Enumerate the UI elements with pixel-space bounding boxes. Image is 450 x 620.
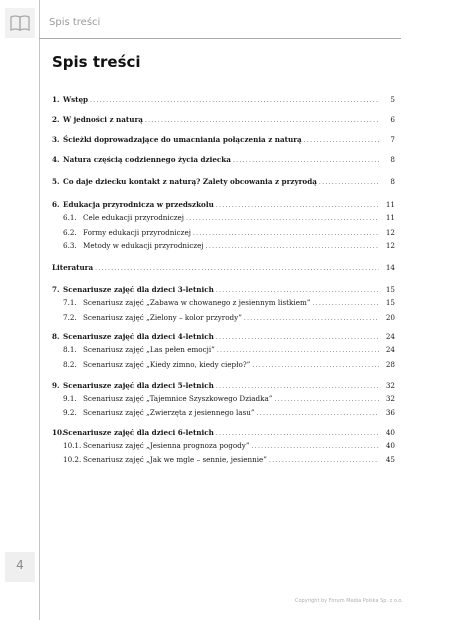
toc-dot-leader xyxy=(252,359,379,370)
toc-entry-number: 9.2. xyxy=(63,408,77,417)
toc-entry xyxy=(52,454,395,465)
toc-entry-title: Scenariusz zajęć „Jesienna prognoza pogody” xyxy=(83,441,250,450)
toc-entry-title: Edukacja przyrodnicza w przedszkolu xyxy=(63,200,214,209)
toc-entry xyxy=(52,427,395,438)
left-margin-rule xyxy=(39,0,40,620)
toc-entry-page: 6 xyxy=(390,115,395,124)
toc-entry xyxy=(52,176,395,187)
toc-entry-title: Scenariusze zajęć dla dzieci 5-letnich xyxy=(63,381,214,390)
toc-entry-title: Scenariusz zajęć „Zielony – kolor przyrody” xyxy=(83,313,242,322)
toc-entry xyxy=(52,344,395,355)
toc-entry-title: Scenariusze zajęć dla dzieci 3-letnich xyxy=(63,285,214,294)
toc-entry-number: 8. xyxy=(52,332,60,341)
toc-entry-number: 7.2. xyxy=(63,313,77,322)
toc-entry-number: 10.1. xyxy=(63,441,82,450)
toc-entry-title: Literatura xyxy=(52,263,94,272)
toc-entry xyxy=(52,262,395,273)
toc-entry-number: 6.3. xyxy=(63,241,77,250)
toc-entry-number: 7. xyxy=(52,285,60,294)
toc-entry xyxy=(52,154,395,165)
toc-entry-page: 28 xyxy=(385,360,395,369)
toc-dot-leader xyxy=(233,154,379,165)
toc-entry xyxy=(52,284,395,295)
toc-entry xyxy=(52,407,395,418)
toc-entry xyxy=(52,114,395,125)
toc-entry-title: Scenariusze zajęć dla dzieci 6-letnich xyxy=(63,428,214,437)
toc-entry-number: 2. xyxy=(52,115,60,124)
toc-entry-page: 5 xyxy=(390,95,395,104)
toc-entry-title: Scenariusz zajęć „Zabawa w chowanego z jesiennym listkiem” xyxy=(83,298,311,307)
toc-dot-leader xyxy=(186,212,379,223)
toc-dot-leader xyxy=(312,297,379,308)
toc-entry-page: 8 xyxy=(390,177,395,186)
toc-dot-leader xyxy=(216,284,379,295)
toc-dot-leader xyxy=(206,240,379,251)
toc-entry-page: 15 xyxy=(385,298,395,307)
toc-entry-number: 4. xyxy=(52,155,60,164)
toc-entry-title: Scenariusz zajęć „Tajemnice Szyszkowego Dziadka” xyxy=(83,394,273,403)
toc-entry-title: Co daje dziecku kontakt z naturą? Zalety obcowania z przyrodą xyxy=(63,177,317,186)
toc-entry xyxy=(52,440,395,451)
toc-entry-title: Scenariusze zajęć dla dzieci 4-letnich xyxy=(63,332,214,341)
toc-entry-number: 3. xyxy=(52,135,60,144)
toc-entry-page: 45 xyxy=(385,455,395,464)
toc-entry-title: Natura częścią codziennego życia dziecka xyxy=(63,155,231,164)
toc-entry xyxy=(52,331,395,342)
toc-dot-leader xyxy=(252,440,379,451)
toc-entry-number: 6.2. xyxy=(63,228,77,237)
toc-entry-page: 36 xyxy=(385,408,395,417)
toc-entry xyxy=(52,312,395,323)
toc-dot-leader xyxy=(216,427,379,438)
toc-entry xyxy=(52,199,395,210)
toc-entry xyxy=(52,297,395,308)
toc-dot-leader xyxy=(95,262,379,273)
toc-dot-leader xyxy=(216,380,379,391)
running-head: Spis treści xyxy=(49,17,101,28)
toc-entry-page: 11 xyxy=(385,200,395,209)
toc-entry-number: 10.2. xyxy=(63,455,82,464)
header-rule xyxy=(39,38,401,39)
toc-entry-page: 24 xyxy=(385,345,395,354)
toc-dot-leader xyxy=(193,227,379,238)
toc-entry-number: 6.1. xyxy=(63,213,77,222)
toc-entry-number: 8.2. xyxy=(63,360,77,369)
toc-entry-page: 12 xyxy=(385,241,395,250)
toc-entry-number: 5. xyxy=(52,177,60,186)
toc-entry xyxy=(52,393,395,404)
copyright-notice: Copyright by Forum Media Polska Sp. z o.o. xyxy=(294,598,403,604)
toc-entry-title: Scenariusz zajęć „Zwierzęta z jesiennego lasu” xyxy=(83,408,255,417)
toc-entry-page: 14 xyxy=(385,263,395,272)
toc-entry-title: Cele edukacji przyrodniczej xyxy=(83,213,185,222)
toc-dot-leader xyxy=(269,454,379,465)
toc-entry-title: Scenariusz zajęć „Jak we mgle – sennie, jesiennie” xyxy=(83,455,267,464)
toc-dot-leader xyxy=(216,331,379,342)
toc-entry xyxy=(52,134,395,145)
toc-entry-page: 7 xyxy=(390,135,395,144)
toc-entry-page: 32 xyxy=(385,394,395,403)
toc-entry-page: 32 xyxy=(385,381,395,390)
toc-entry-number: 6. xyxy=(52,200,60,209)
toc-entry-number: 9. xyxy=(52,381,60,390)
toc-entry xyxy=(52,227,395,238)
toc-entry-title: Scenariusz zajęć „Kiedy zimno, kiedy ciepło?” xyxy=(83,360,251,369)
toc-entry-number: 1. xyxy=(52,95,60,104)
toc-entry-number: 10. xyxy=(52,428,65,437)
toc-entry-number: 8.1. xyxy=(63,345,77,354)
toc-dot-leader xyxy=(244,312,379,323)
toc-entry-page: 11 xyxy=(385,213,395,222)
toc-dot-leader xyxy=(304,134,379,145)
toc-entry-page: 40 xyxy=(385,441,395,450)
book-icon xyxy=(9,14,31,32)
toc-entry xyxy=(52,212,395,223)
toc-entry-title: W jedności z naturą xyxy=(63,115,143,124)
toc-dot-leader xyxy=(217,344,379,355)
toc-entry xyxy=(52,380,395,391)
toc-entry xyxy=(52,240,395,251)
toc-entry-page: 15 xyxy=(385,285,395,294)
toc-entry-page: 8 xyxy=(390,155,395,164)
toc-entry-number: 7.1. xyxy=(63,298,77,307)
toc-dot-leader xyxy=(274,393,379,404)
toc-entry xyxy=(52,359,395,370)
toc-entry-title: Wstęp xyxy=(63,95,89,104)
toc-entry-title: Scenariusz zajęć „Las pełen emocji” xyxy=(83,345,215,354)
toc-entry-page: 40 xyxy=(385,428,395,437)
toc-dot-leader xyxy=(145,114,379,125)
toc-entry-title: Ścieżki doprowadzające do umacniania połączenia z naturą xyxy=(63,135,302,144)
toc-entry-page: 24 xyxy=(385,332,395,341)
toc-dot-leader xyxy=(257,407,379,418)
toc-entry-page: 20 xyxy=(385,313,395,322)
page-number: 4 xyxy=(16,558,24,572)
toc-entry-title: Metody w edukacji przyrodniczej xyxy=(83,241,204,250)
toc-dot-leader xyxy=(319,176,379,187)
toc-dot-leader xyxy=(90,94,379,105)
page-title: Spis treści xyxy=(52,53,141,71)
toc-entry-number: 9.1. xyxy=(63,394,77,403)
toc-entry-page: 12 xyxy=(385,228,395,237)
toc-entry xyxy=(52,94,395,105)
toc-dot-leader xyxy=(216,199,379,210)
toc-entry-title: Formy edukacji przyrodniczej xyxy=(83,228,191,237)
